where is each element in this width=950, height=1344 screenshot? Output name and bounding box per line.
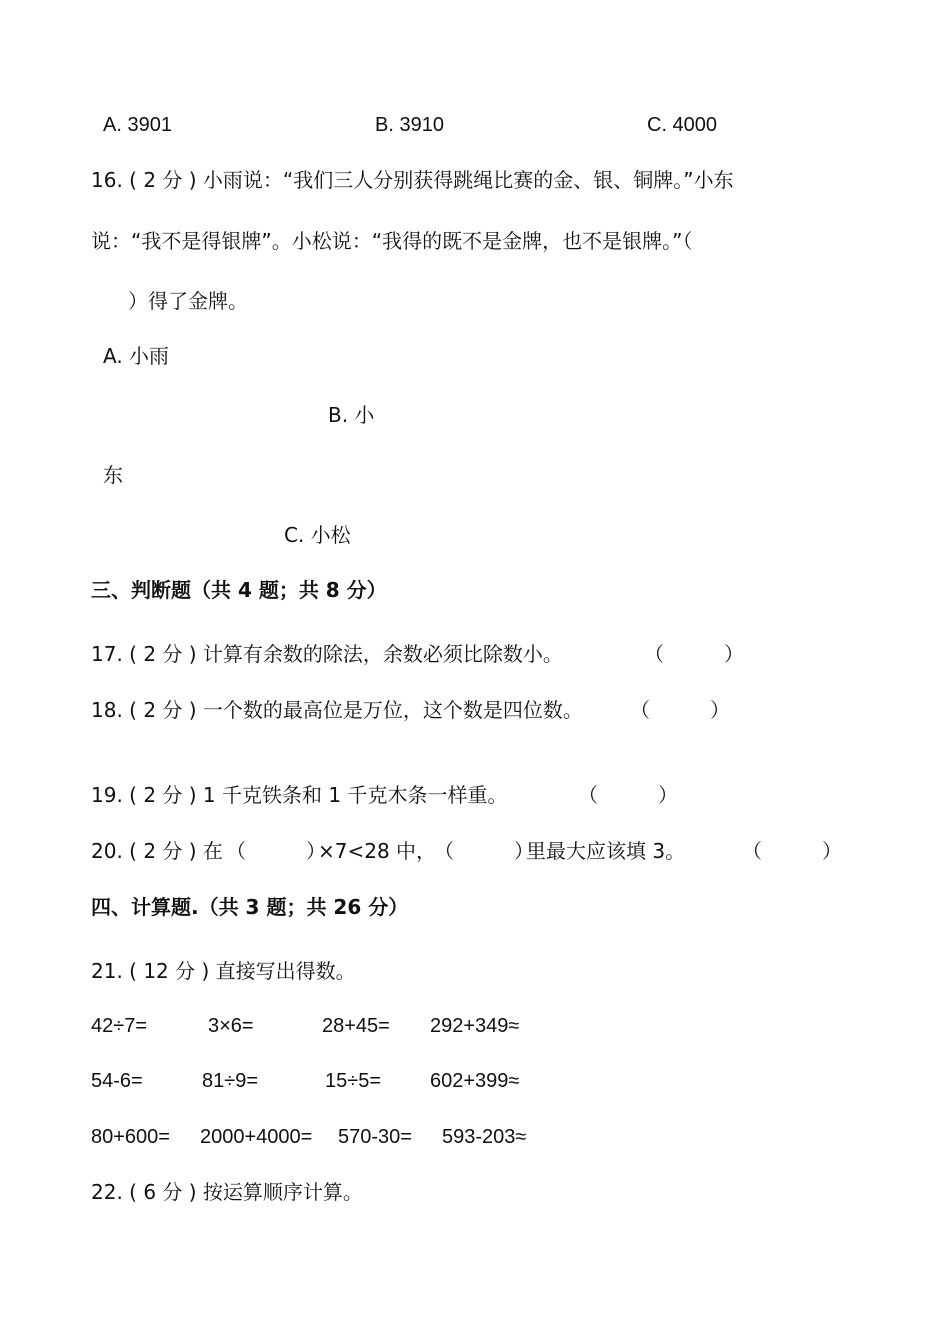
q20-prefix: 20. ( 2 分 ) 在 xyxy=(91,839,223,863)
q16-line-2: 说：“我不是得银牌”。小松说：“我得的既不是金牌，也不是银牌。”（ xyxy=(91,229,693,253)
q22-title: 22. ( 6 分 ) 按运算顺序计算。 xyxy=(91,1180,363,1204)
q20-paren-1: （ ） xyxy=(226,839,326,863)
q17-text: 17. ( 2 分 ) 计算有余数的除法，余数必须比除数小。 xyxy=(91,642,563,666)
calc-item: 54-6= xyxy=(91,1070,143,1092)
section-4-heading: 四、计算题.（共 3 题；共 26 分） xyxy=(91,895,409,919)
q20-paren-2: （ ） xyxy=(434,839,534,863)
calc-item: 3×6= xyxy=(208,1015,254,1037)
q20-suffix: 里最大应该填 3。 xyxy=(526,839,686,863)
calc-item: 28+45= xyxy=(322,1015,390,1037)
q19-text: 19. ( 2 分 ) 1 千克铁条和 1 千克木条一样重。 xyxy=(91,783,508,807)
q20-middle: ×7<28 中， xyxy=(318,839,437,863)
q16-option-b: B. 小 xyxy=(328,403,375,427)
q15-option-b: B. 3910 xyxy=(375,114,444,136)
q15-option-c: C. 4000 xyxy=(647,114,718,136)
q21-title: 21. ( 12 分 ) 直接写出得数。 xyxy=(91,959,356,983)
calc-item: 2000+4000= xyxy=(200,1126,313,1148)
calc-item: 593-203≈ xyxy=(442,1126,527,1148)
q20-answer-blank[interactable]: （ ） xyxy=(742,839,842,863)
calc-item: 81÷9= xyxy=(202,1070,259,1092)
q18-text: 18. ( 2 分 ) 一个数的最高位是万位，这个数是四位数。 xyxy=(91,698,583,722)
q17-answer-blank[interactable]: （ ） xyxy=(644,642,744,666)
calc-item: 602+399≈ xyxy=(430,1070,520,1092)
q19-answer-blank[interactable]: （ ） xyxy=(578,783,678,807)
calc-item: 570-30= xyxy=(338,1126,412,1148)
section-3-heading: 三、判断题（共 4 题；共 8 分） xyxy=(91,578,387,602)
calc-item: 15÷5= xyxy=(325,1070,382,1092)
q15-option-a: A. 3901 xyxy=(103,114,172,136)
calc-item: 292+349≈ xyxy=(430,1015,520,1037)
calc-item: 42÷7= xyxy=(91,1015,148,1037)
calc-item: 80+600= xyxy=(91,1126,170,1148)
q16-line-1: 16. ( 2 分 ) 小雨说：“我们三人分别获得跳绳比赛的金、银、铜牌。”小东 xyxy=(91,168,734,192)
q16-option-a: A. 小雨 xyxy=(103,344,170,368)
q16-option-c: C. 小松 xyxy=(284,523,351,547)
q16-line-3: ）得了金牌。 xyxy=(128,289,248,313)
q16-option-b-continued: 东 xyxy=(103,463,123,487)
q18-answer-blank[interactable]: （ ） xyxy=(630,698,730,722)
